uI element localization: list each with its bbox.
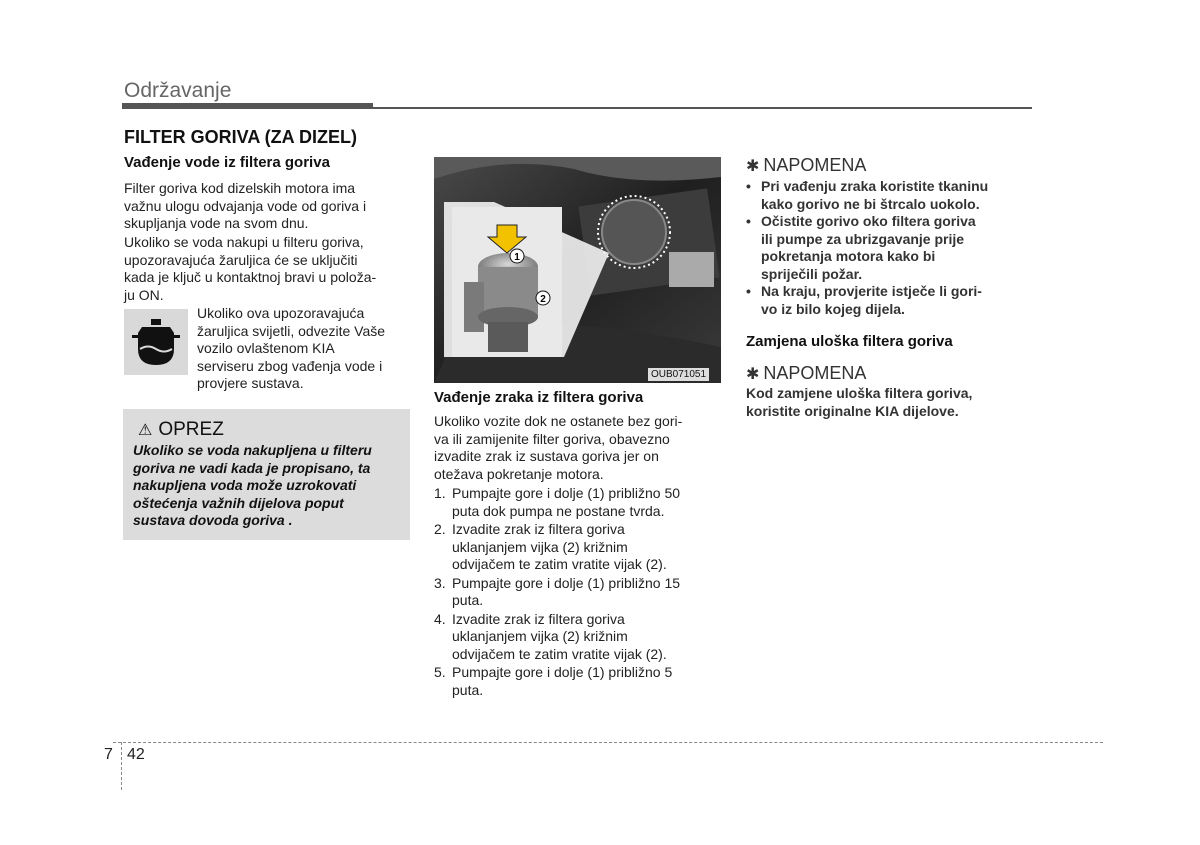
list-item	[434, 611, 724, 664]
list-item	[746, 213, 1041, 283]
text-line: upozoravajuća žaruljica će se uključiti	[124, 251, 358, 268]
text-line: Pumpajte gore i dolje (1) približno 5	[452, 664, 673, 680]
page-number: 42	[127, 746, 145, 763]
bullet-icon: •	[746, 283, 751, 299]
text-line: otežava pokretanje motora.	[434, 465, 604, 482]
procedure-steps-list	[434, 485, 724, 700]
list-item	[434, 485, 724, 520]
text-line: skupljanja vode na svom dnu.	[124, 215, 309, 231]
text-line: spriječili požar.	[761, 265, 863, 282]
list-item	[434, 575, 724, 610]
step-number: 1.	[434, 485, 446, 501]
text-line: Na kraju, provjerite istječe li gori-	[761, 283, 982, 299]
note-title	[746, 155, 866, 176]
paragraph-warning-light	[124, 234, 410, 304]
text-line: kada je ključ u kontaktnoj bravi u položa-	[124, 269, 377, 285]
caution-text	[133, 442, 405, 530]
text-line: provjere sustava.	[197, 375, 304, 391]
text-line: Ukoliko ova upozoravajuća	[197, 305, 365, 321]
text-line: Izvadite zrak iz filtera goriva	[452, 521, 625, 537]
note-star-icon: ✱	[746, 158, 760, 175]
step-number: 3.	[434, 574, 446, 591]
text-line: izvadite zrak iz sustava goriva jer on	[434, 448, 659, 464]
text-line: Filter goriva kod dizelskih motora ima	[124, 180, 356, 196]
paragraph-filter-role	[124, 180, 410, 233]
text-line: sustava dovoda goriva .	[133, 512, 293, 528]
warning-triangle-icon: ⚠	[138, 422, 153, 439]
paragraph-visit-service	[197, 305, 412, 393]
text-line: vozilo ovlaštenom KIA	[197, 340, 335, 356]
text-line: Ukoliko se voda nakupljena u filteru	[133, 442, 372, 458]
text-line: ju ON.	[124, 286, 164, 303]
text-line: pokretanja motora kako bi	[761, 248, 936, 264]
text-line: Ukoliko se voda nakupi u filteru goriva,	[124, 234, 364, 250]
figure-code-label: OUB071051	[648, 368, 709, 381]
text-line: odvijačem te zatim vratite vijak (2).	[452, 645, 667, 662]
list-item	[434, 521, 724, 574]
text-line: Pumpajte gore i dolje (1) približno 15	[452, 574, 681, 591]
text-line: uklanjanjem vijka (2) križnim	[452, 628, 628, 644]
subsection-title-water-removal: Vađenje vode iz filtera goriva	[124, 154, 330, 171]
step-number: 5.	[434, 664, 446, 680]
note-text	[746, 385, 1036, 420]
text-line: puta.	[452, 592, 484, 608]
svg-text:2: 2	[540, 294, 546, 305]
text-line: Kod zamjene uloška filtera goriva,	[746, 385, 973, 401]
bullet-icon: •	[746, 213, 751, 229]
text-line: va ili zamijenite filter goriva, obavezno	[434, 430, 670, 447]
callout-marker-2	[536, 291, 550, 305]
water-in-fuel-warning-icon	[124, 309, 188, 375]
text-line: žaruljica svijetli, odvezite Vaše	[197, 322, 386, 339]
text-line: uklanjanjem vijka (2) križnim	[452, 538, 628, 555]
list-item	[746, 178, 1041, 213]
text-line: puta.	[452, 681, 484, 698]
step-number: 2.	[434, 521, 446, 537]
subsection-title-air-removal: Vađenje zraka iz filtera goriva	[434, 389, 644, 406]
note-star-icon: ✱	[746, 366, 760, 383]
text-line: oštećenja važnih dijelova poput	[133, 494, 344, 511]
callout-marker-1	[510, 249, 524, 263]
text-line: Očistite gorivo oko filtera goriva	[761, 213, 976, 229]
list-item	[434, 664, 724, 699]
footer-vertical-divider	[121, 742, 122, 790]
chapter-header-title: Održavanje	[124, 79, 232, 102]
chapter-number: 7	[104, 746, 113, 763]
paragraph-air-removal	[434, 413, 724, 483]
text-line: Ukoliko vozite dok ne ostanete bez gori-	[434, 413, 683, 429]
subsection-title-cartridge-replacement: Zamjena uloška filtera goriva	[746, 333, 953, 350]
caution-title	[138, 419, 224, 441]
text-line: nakupljena voda može uzrokovati	[133, 477, 357, 493]
header-rule-accent	[122, 103, 373, 109]
section-title: FILTER GORIVA (ZA DIZEL)	[124, 127, 357, 147]
text-line: odvijačem te zatim vratite vijak (2).	[452, 556, 667, 572]
text-line: kako gorivo ne bi štrcalo uokolo.	[761, 195, 980, 212]
text-line: serviseru zbog vađenja vode i	[197, 357, 383, 374]
text-line: Pri vađenju zraka koristite tkaninu	[761, 178, 989, 194]
note-title-text: NAPOMENA	[763, 363, 867, 383]
text-line: Izvadite zrak iz filtera goriva	[452, 610, 625, 627]
note-title	[746, 363, 866, 384]
text-line: puta dok pumpa ne postane tvrda.	[452, 502, 665, 519]
note-title-text: NAPOMENA	[763, 155, 867, 175]
bullet-icon: •	[746, 178, 751, 194]
svg-text:1: 1	[514, 252, 520, 263]
text-line: Pumpajte gore i dolje (1) približno 50	[452, 485, 681, 501]
text-line: ili pumpe za ubrizgavanje prije	[761, 230, 965, 247]
text-line: goriva ne vadi kada je propisano, ta	[133, 459, 371, 476]
list-item	[746, 283, 1041, 318]
text-line: koristite originalne KIA dijelove.	[746, 402, 959, 419]
note-bullet-list	[746, 178, 1041, 318]
caution-title-text: OPREZ	[158, 419, 224, 440]
text-line: važnu ulogu odvajanja vode od goriva i	[124, 197, 367, 214]
text-line: vo iz bilo kojeg dijela.	[761, 300, 905, 317]
footer-divider	[113, 742, 1103, 743]
step-number: 4.	[434, 610, 446, 627]
